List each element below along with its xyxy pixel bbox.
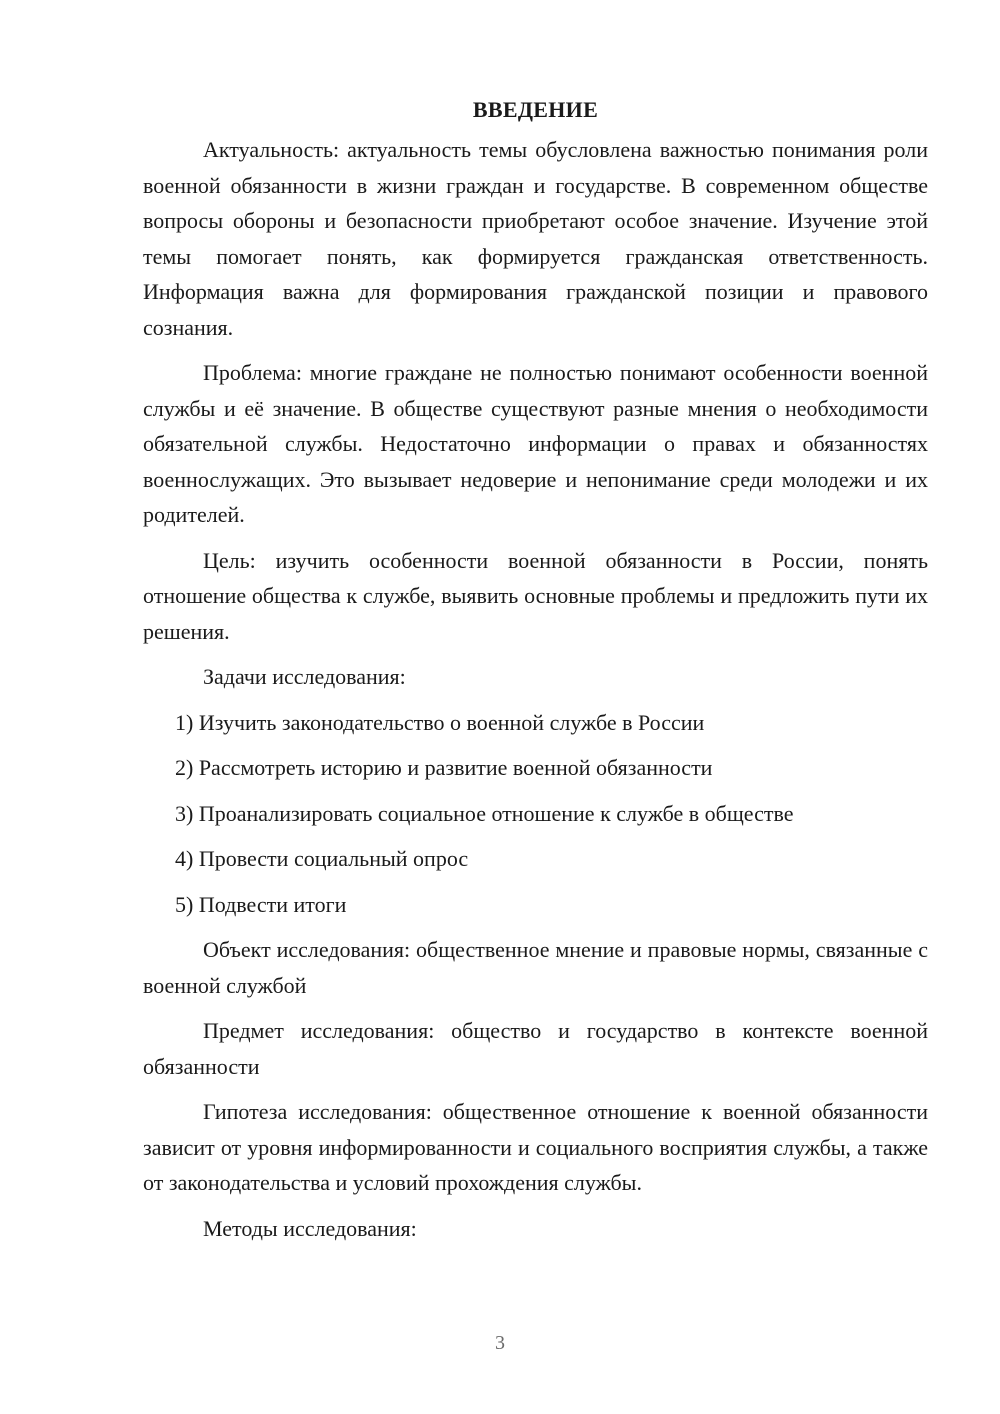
- tasks-list: [143, 705, 928, 923]
- list-item: 2) Рассмотреть историю и развитие военной обязанности: [175, 755, 713, 780]
- page-title: ВВЕДЕНИЕ: [472, 97, 599, 122]
- list-item: 4) Провести социальный опрос: [175, 846, 469, 871]
- tasks-heading: Задачи исследования:: [203, 664, 406, 689]
- list-item: 5) Подвести итоги: [175, 891, 347, 917]
- goal-paragraph: Цель: изучить особенности военной обязанности в России, понять отношение общества к службе, выявить основные проблемы и предложить пути их решения.: [143, 547, 928, 644]
- list-item: 1) Изучить законодательство о военной службе в России: [175, 709, 705, 735]
- list-item: 3) Проанализировать социальное отношение к службе в обществе: [175, 800, 794, 826]
- hypothesis-paragraph: Гипотеза исследования: общественное отношение к военной обязанности зависит от уровня информированности и социального восприятия службы, а также от законодательства и условий прохождения службы.: [143, 1099, 928, 1195]
- methods-heading: Методы исследования:: [203, 1215, 417, 1241]
- object-paragraph: Объект исследования: общественное мнение и правовые нормы, связанные с военной службой: [143, 937, 928, 998]
- page-number: 3: [495, 1332, 505, 1354]
- subject-paragraph: Предмет исследования: общество и государство в контексте военной обязанности: [143, 1018, 928, 1079]
- problem-paragraph: Проблема: многие граждане не полностью понимают особенности военной службы и её значение. В обществе существуют разные мнения о необходимости обязательной службы. Недостаточно информации о правах и обязанностях военнослужащих. Это вызывает недоверие и непонимание среди молодежи и их родителей.: [143, 360, 928, 527]
- relevance-paragraph: Актуальность: актуальность темы обусловлена важностью понимания роли военной обязанности в жизни граждан и государстве. В современном обществе вопросы обороны и безопасности приобретают особое значение. Изучение этой темы помогает понять, как формируется гражданская ответственность. Информация важна для формирования гражданской позиции и правового сознания.: [143, 137, 928, 340]
- document-page: [143, 92, 928, 1256]
